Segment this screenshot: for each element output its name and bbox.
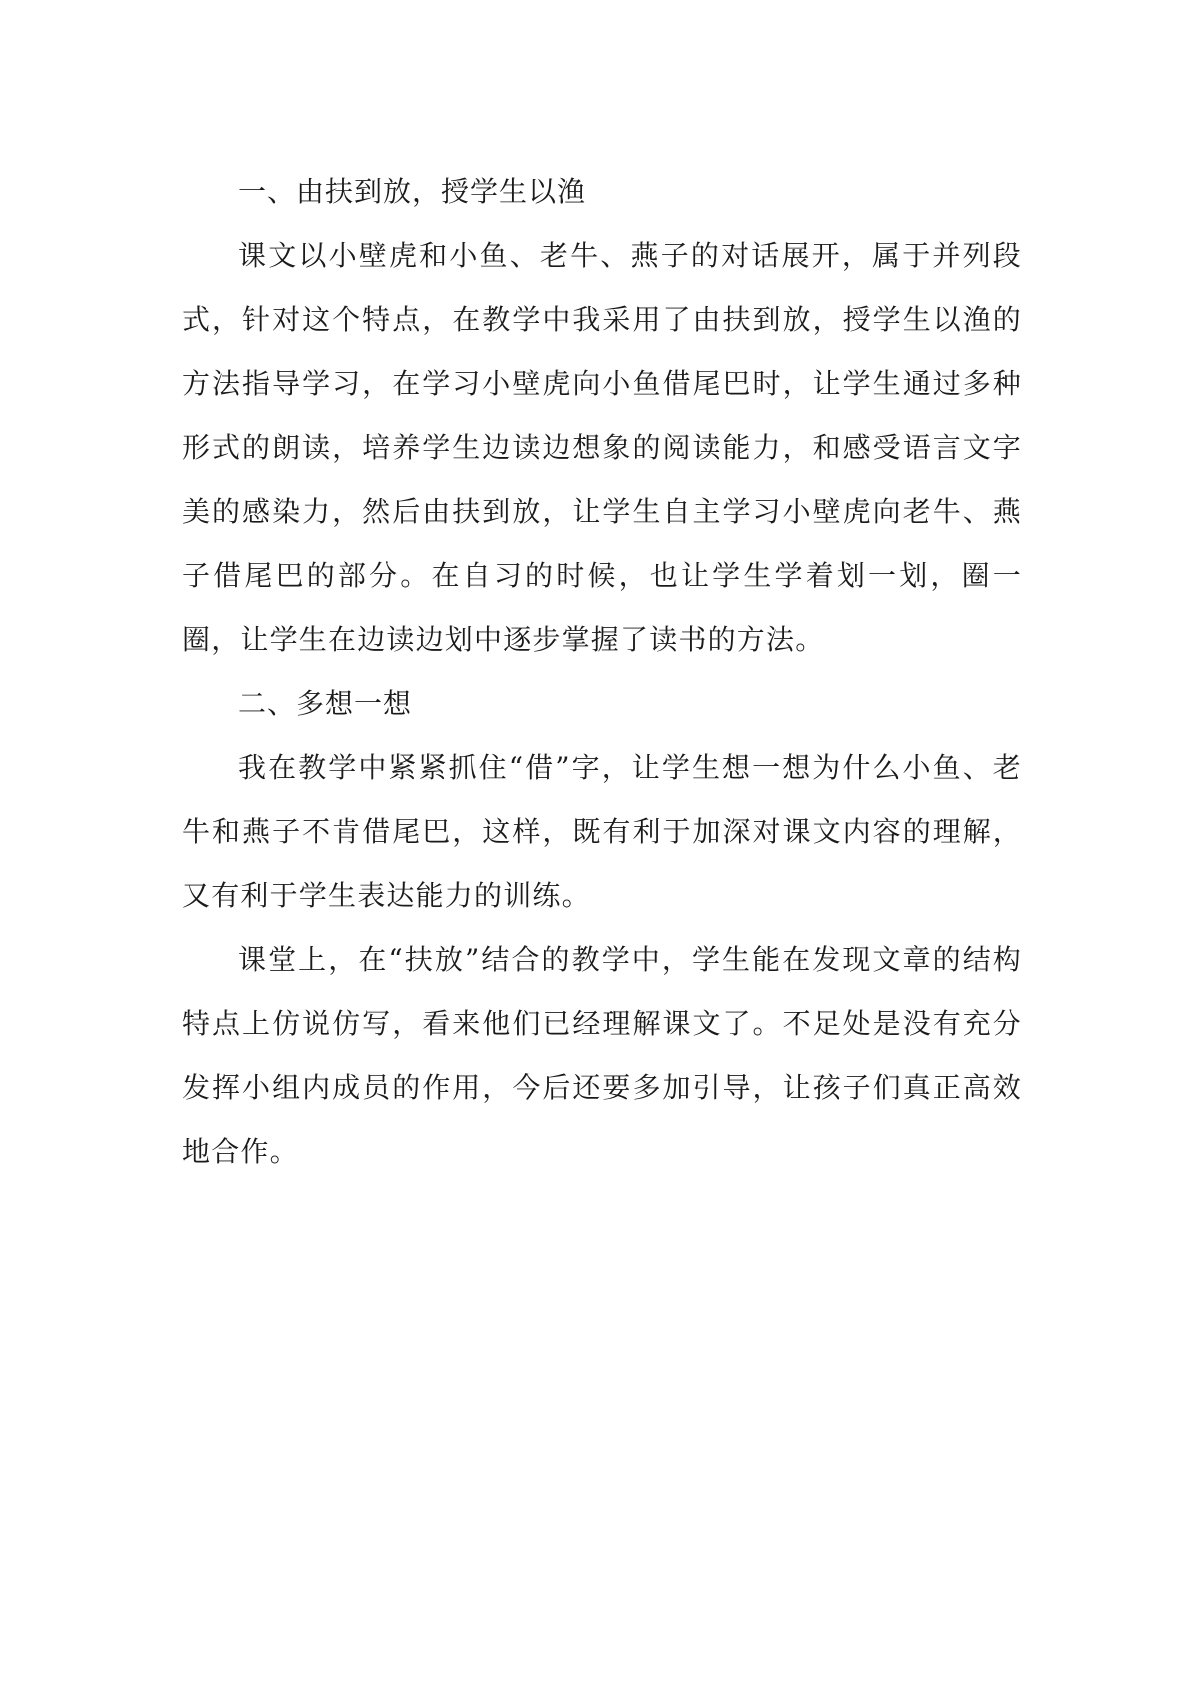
section-paragraph-1: 课文以小壁虎和小鱼、老牛、燕子的对话展开，属于并列段式，针对这个特点，在教学中我采用了由扶到放，授学生以渔的方法指导学习，在学习小壁虎向小鱼借尾巴时，让学生通过多种形式的朗读，培养学生边读边想象的阅读能力，和感受语言文字美的感染力，然后由扶到放，让学生自主学习小壁虎向老牛、燕子借尾巴的部分。在自习的时候，也让学生学着划一划，圈一圈，让学生在边读边划中逐步掌握了读书的方法。: [182, 239, 1022, 656]
section-heading-2: 二、多想一想: [238, 687, 413, 720]
section-paragraph-2: 我在教学中紧紧抓住“借”字，让学生想一想为什么小鱼、老牛和燕子不肯借尾巴，这样，既有利于加深对课文内容的理解，又有利于学生表达能力的训练。: [182, 751, 1022, 912]
closing-paragraph: 课堂上，在“扶放”结合的教学中，学生能在发现文章的结构特点上仿说仿写，看来他们已经理解课文了。不足处是没有充分发挥小组内成员的作用，今后还要多加引导，让孩子们真正高效地合作。: [182, 943, 1022, 1168]
document-body: [182, 160, 1022, 1184]
section-heading-1: 一、由扶到放，授学生以渔: [238, 175, 587, 208]
